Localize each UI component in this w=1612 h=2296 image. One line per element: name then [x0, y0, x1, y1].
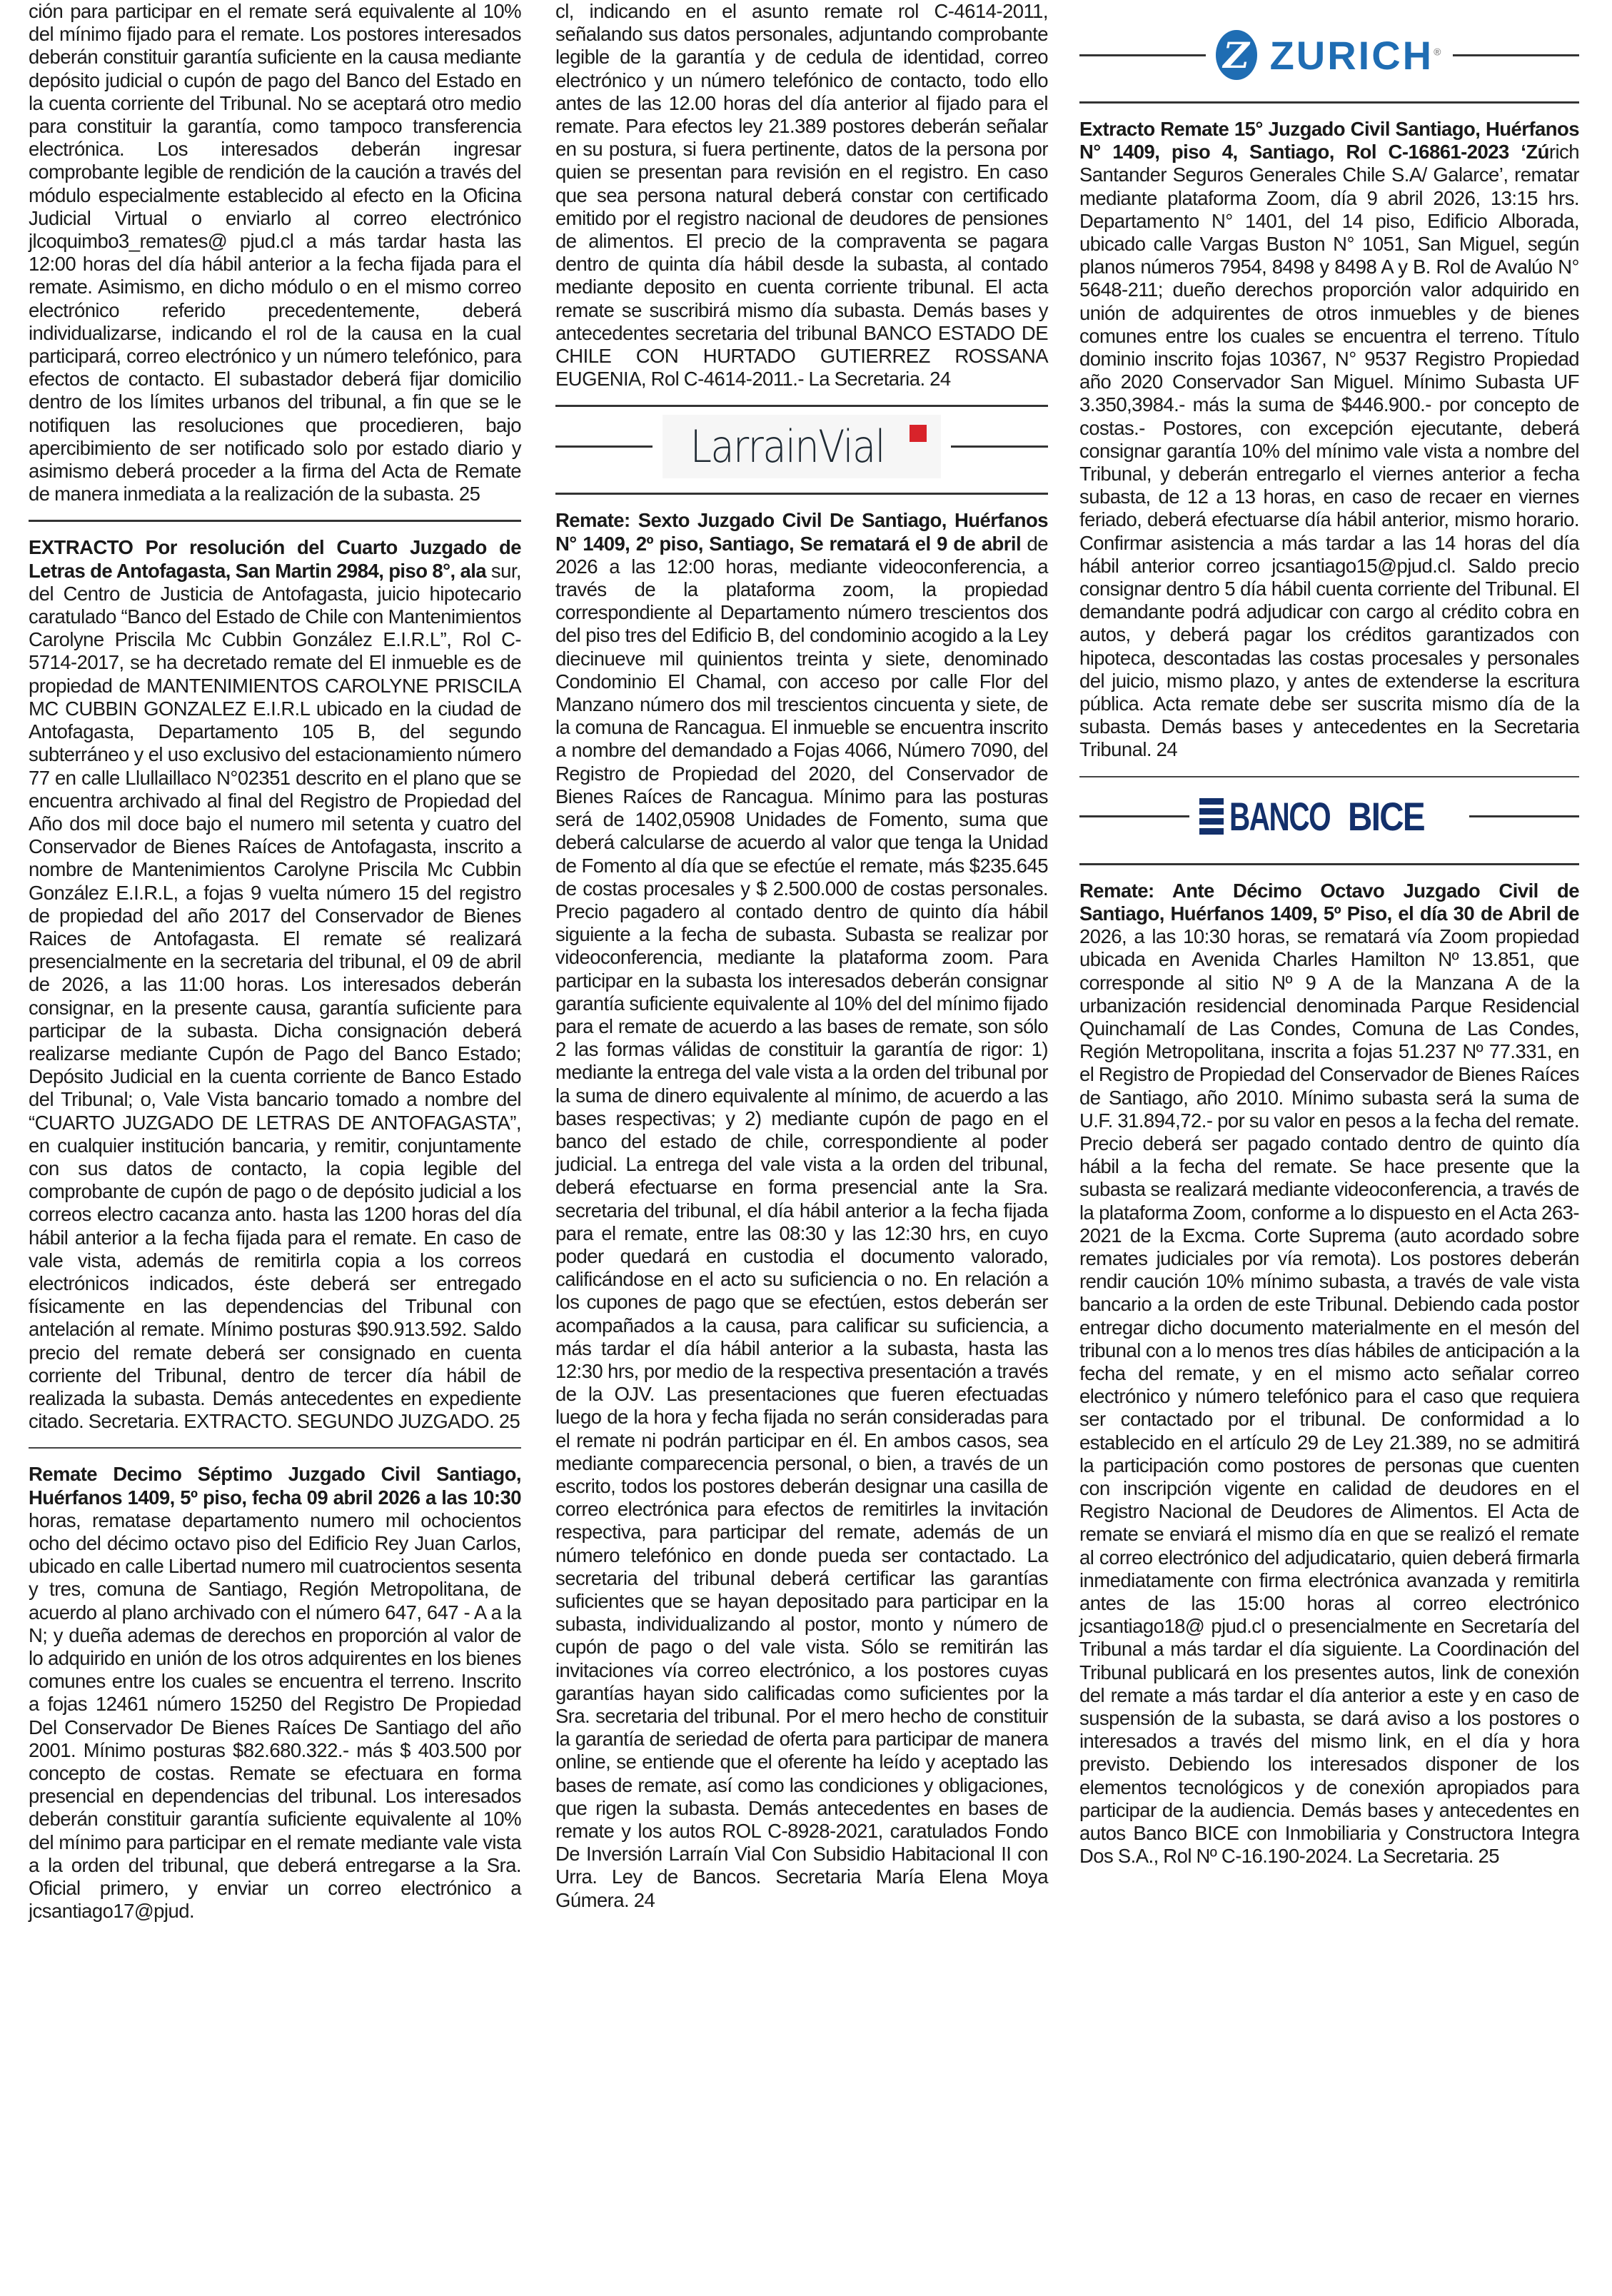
column-3 [1079, 0, 1579, 2296]
divider [1079, 54, 1206, 56]
bice-bars-icon [1199, 798, 1224, 835]
notice-continuation [555, 0, 1048, 391]
column-2 [555, 0, 1048, 2296]
registered-mark: ® [1434, 45, 1444, 57]
zurich-logo-row [1079, 16, 1579, 94]
notice-lead: EXTRACTO Por resolución del Cuarto Juzgado de Letras de Antofagasta, San Martin 2984, piso 8°, ala [29, 536, 521, 582]
divider [1079, 863, 1579, 865]
divider [1079, 101, 1579, 104]
divider [29, 520, 521, 522]
notice-body: ción para participar en el remate será equivalente al 10% del mínimo fijado para el remate. Los postores interesados deberán constituir garantía suficiente en la causa mediante depósito judicial o cupón de pago del Banco del Estado en la cuenta corriente del Tribunal. No se aceptará otro medio para constituir la garantía, como tampoco transferencia electrónica. Los interesados deberán ingresar comprobante legible de rendición de la caución a través del módulo especialmente establecido al efecto en la Oficina Judicial Virtual o enviarlo al correo electrónico jlcoquimbo3_remates@ pjud.cl a más tardar hasta las 12:00 horas del día hábil anterior a la fecha fijada para el remate. Asimismo, en dicho módulo o en el mismo correo electrónico referido precedentemente, deberá individualizarse, indicando el rol de la causa en la cual participará, correo electrónico y un número telefónico, para efectos de contacto. El subastador deberá fijar domicilio dentro de los límites urbanos del tribunal, a fin que se le notifiquen las resoluciones que procedieren, bajo apercibimiento de ser notificado solo por estado diario y asimismo deberá proceder a la firma del Acta de Remate de manera inmediata a la realización de la subasta. 25 [29, 0, 521, 505]
notice-body: rich Santander Seguros Generales Chile S.A/ Galarce’, rematar mediante plataforma Zoom, día 9 abril 2026, 13:15 hrs. Departamento N° 1401, del 14 piso, Edificio Alborada, ubicado calle Vargas Buston N° 1051, San Miguel, según planos números 7954, 8498 y 8498 A y B. Rol de Avalúo N° 5648-211; dueño derechos proporción valor adquirido en unión de adquirentes de otros inmuebles y de bienes comunes entre los cuales se encuentra el terreno. Título dominio inscrito fojas 10367, N° 9537 Registro Propiedad año 2020 Conservador San Miguel. Mínimo Subasta UF 3.350,3984.- más la suma de $446.900.- por concepto de costas.- Postores, con excepción ejecutante, deberá consignar garantía 10% del mínimo vale vista a nombre del Tribunal, y deberán entregarlo el viernes anterior a fecha subasta, de 12 a 13 horas, en caso de recaer en viernes feriado, deberá efectuarse día hábil anterior, mismo horario. Confirmar asistencia a más tardar a las 14 horas del día hábil anterior correo jcsantiago15@pjud.cl. Saldo precio consignar dentro 5 día hábil cuenta corriente del Tribunal. El demandante podrá adjudicar con cargo al crédito cobra en autos, y deberá pagar los créditos garantizados con hipoteca, descontadas las costas procesales y personales del juicio, mismo plazo, y antes de extenderse la escritura pública. Acta remate debe ser suscrita mismo día de la subasta. Demás bases y antecedentes en la Secretaria Tribunal. 24 [1079, 141, 1579, 761]
notice-body: cl, indicando en el asunto remate rol C-4614-2011, señalando sus datos personales, adjuntando comprobante legible de la garantía y de cedula de identidad, correo electrónico y un número telefónico de contacto, todo ello antes de las 12.00 horas del día anterior al fijado para el remate. Para efectos ley 21.389 postores deberán señalar en su postura, si fuera pertinente, datos de la persona por quien se presentan para revisión en el registro. En caso que sea persona natural deberá constar con certificado emitido por el registro nacional de deudores de pensiones de alimentos. El precio de la compraventa se pagara dentro de quinta día hábil desde la subasta, al contado mediante deposito en cuenta corriente tribunal. El acta remate se suscribirá mismo día subasta. Demás bases y antecedentes secretaria del tribunal BANCO ESTADO DE CHILE CON HURTADO GUTIERREZ ROSSANA EUGENIA, Rol C-4614-2011.- La Secretaria. 24 [555, 0, 1048, 391]
notice-antofagasta [29, 536, 521, 1433]
larrainvial-logo [663, 415, 941, 478]
zurich-logo [1216, 30, 1444, 80]
notice-continuation [29, 0, 521, 505]
notice-juzgado-6 [555, 509, 1048, 1911]
bancobice-logo-row [1079, 777, 1579, 856]
logo-text-banco: BANCO [1229, 794, 1331, 840]
logo-text-bice: BICE [1348, 794, 1425, 840]
notice-lead: Remate: Sexto Juzgado Civil De Santiago, Huérfanos N° 1409, 2º piso, Santiago, Se rematará el 9 de abril [555, 509, 1048, 555]
notice-juzgado-17 [29, 1463, 521, 1923]
divider [951, 445, 1048, 448]
logo-text: LarrainVial [690, 420, 885, 473]
divider [555, 493, 1048, 495]
divider [555, 445, 653, 448]
notice-body: sur, del Centro de Justicia de Antofagasta, juicio hipotecario caratulado “Banco del Estado de Chile con Mantenimientos Carolyne Priscila Mc Cubbin González E.I.R.L”, Rol C-5714-2017, se ha decretado remate del El inmueble es de propiedad de MANTENIMIENTOS CAROLYNE PRISCILA MC CUBBIN GONZALEZ E.I.R.L ubicado en la ciudad de Antofagasta, Departamento 105 B, del segundo subterráneo y el uso exclusivo del estacionamiento número 77 en calle Llullaillaco N°02351 descrito en el plano que se encuentra archivado al final del Registro de Propiedad del Año dos mil doce bajo el numero mil setenta y cuatro del Conservador de Bienes Raíces de Antofagasta, inscrito a nombre de Mantenimientos Carolyne Priscila Mc Cubbin González E.I.R.L, a fojas 9 vuelta número 15 del registro de propiedad del año 2017 del Conservador de Bienes Raices de Antofagasta. El remate sé realizará presencialmente en la secretaria del tribunal, el 09 de abril de 2026, a las 11:00 horas. Los interesados deberán consignar, en la presente causa, garantía suficiente para participar de la subasta. Dicha consignación deberá realizarse mediante Cupón de Pago del Banco Estado; Depósito Judicial en la cuenta corriente de Banco Estado del Tribunal; o, Vale Vista bancario tomado a nombre del “CUARTO JUZGADO DE LETRAS DE ANTOFAGASTA”, en cualquier institución bancaria, y remitir, conjuntamente con sus datos de contacto, la copia legible del comprobante de cupón de pago o de depósito judicial a los correos electro cacanza anto. hasta las 1200 horas del día hábil anterior a la fecha fijada para el remate. En caso de vale vista, además de remitirla copia a los correos electrónicos indicados, éste deberá ser entregado físicamente en las dependencias del Tribunal con antelación al remate. Mínimo posturas $90.913.592. Saldo precio del remate deberá ser consignado en cuenta corriente del Tribunal, dentro de tercer día hábil de realizada la subasta. Demás antecedentes en expediente citado. Secretaria. EXTRACTO. SEGUNDO JUZGADO. 25 [29, 559, 522, 1433]
zurich-z-icon: Z [1216, 30, 1257, 80]
divider [1453, 54, 1579, 56]
larrainvial-logo-row [555, 407, 1048, 485]
column-1 [29, 0, 521, 2296]
divider [1469, 815, 1579, 817]
logo-text: ZURICH [1269, 32, 1434, 78]
notice-juzgado-18 [1079, 880, 1579, 1868]
notice-juzgado-15 [1079, 118, 1579, 762]
notice-body: horas, rematase departamento numero mil ochocientos ocho del décimo octavo piso del Edificio Rey Juan Carlos, ubicado en calle Libertad numero mil cuatrocientos sesenta y tres, comuna de Santiago, Región Metropolitana, de acuerdo al plano archivado con el número 647, 647 - A a la N; y dueña ademas de derechos en proporción al valor de lo adquirido en unión de los otros adquirentes en los bienes comunes entre los cuales se encuentra el terreno. Inscrito a fojas 12461 número 15250 del Registro De Propiedad Del Conservador De Bienes Raíces De Santiago del año 2001. Mínimo posturas $82.680.322.- más $ 403.500 por concepto de costas. Remate se efectuara en forma presencial en dependencias del tribunal. Los interesados deberán constituir garantía suficiente equivalente al 10% del mínimo para participar en el remate mediante vale vista a la orden del tribunal, que deberá entregarse a la Sra. Oficial primero, y enviar un correo electrónico a jcsantiago17@pjud. [29, 1509, 521, 1923]
bancobice-logo [1199, 793, 1459, 840]
notice-body: de 2026 a las 12:00 horas, mediante videoconferencia, a través de la plataforma zoom, la propiedad correspondiente al Departamento número trescientos dos del piso tres del Edificio B, del condominio acogido a la Ley diecinueve mil quinientos treinta y siete, denominado Condominio El Chamal, con acceso por calle Flor del Manzano número dos mil trescientos cincuenta y siete, de la comuna de Rancagua. El inmueble se encuentra inscrito a nombre del demandado a Fojas 4066, Número 7090, del Registro de Propiedad del 2020, del Conservador de Bienes Raíces de Rancagua. Mínimo para las posturas será de 1402,05908 Unidades de Fomento, suma que deberá calcularse de acuerdo al valor que tenga la Unidad de Fomento al día que se efectúe el remate, más $235.645 de costas procesales y $ 2.500.000 de costas personales. Precio pagadero al contado dentro de quinto día hábil siguiente a la fecha de subasta. Subasta se realizar por videoconferencia, mediante la plataforma zoom. Para participar en la subasta los interesados deberán consignar garantía suficiente equivalente al 10% del del mínimo fijado para el remate de acuerdo a las bases de remate, son sólo 2 las formas válidas de constituir la garantía de rigor: 1) mediante la entrega del vale vista a la orden del tribunal por la suma de dinero equivalente al mínimo, de acuerdo a las bases respectivas; y 2) mediante cupón de pago en el banco del estado de chile, correspondiente al poder judicial. La entrega del vale vista a la orden del tribunal, deberá efectuarse en forma presencial ante la Sra. secretaria del tribunal, el día hábil anterior a la fecha fijada para el remate, entre las 08:30 y las 12:30 hrs, en cuyo poder quedará en custodia el documento valorado, calificándose en el acto su suficiencia o no. En relación a los cupones de pago que se efectúen, estos deberán ser acompañados a la causa, para calificar su suficiencia, a más tardar el día hábil anterior a la subasta, hasta las 12:30 hrs, por medio de la respectiva presentación a través de la OJV. Las presentaciones que fueren efectuadas luego de la hora y fecha fijada no serán consideradas para el remate ni podrán participar en él. En ambos casos, sea mediante comparecencia personal, o bien, a través de un escrito, todos los postores deberán designar una casilla de correo electrónica para efectos de remitirles la invitación respectiva, para participar del remate, además de un número telefónico en donde pueda ser contactado. La secretaria del tribunal deberá certificar las garantías suficientes que se hayan depositado para participar en la subasta, individualizando al postor, monto y número de cupón de pago o del vale vista. Sólo se remitirán las invitaciones vía correo electrónico, a los postores cuyas garantías hayan sido calificadas como suficientes por la Sra. secretaria del tribunal. Por el mero hecho de constituir la garantía de seriedad de oferta para participar de manera online, se entiende que el oferente ha leído y aceptado las bases de remate, así como las condiciones y obligaciones, que rigen la subasta. Demás antecedentes en bases de remate y los autos ROL C-8928-2021, caratulados Fondo De Inversión Larraín Vial Con Subsidio Habitacional II con Urra. Ley de Bancos. Secretaria María Elena Moya Gúmera. 24 [555, 532, 1048, 1911]
divider [1079, 815, 1189, 817]
divider [29, 1447, 521, 1449]
red-square-icon [910, 425, 927, 442]
notice-lead: Remate: Ante Décimo Octavo Juzgado Civil de Santiago, Huérfanos 1409, 5º Piso, el día 30 de Abril de [1079, 879, 1579, 925]
notice-body: 2026, a las 10:30 horas, se rematará vía Zoom propiedad ubicada en Avenida Charles Hamilton Nº 13.851, que corresponde al sitio Nº 9 A de la Manzana A de la urbanización residencial denominada Parque Residencial Quinchamalí de Las Condes, Comuna de Las Condes, Región Metropolitana, inscrita a fojas 51.237 Nº 77.331, en el Registro de Propiedad del Conservador de Bienes Raíces de Santiago, año 2010. Mínimo subasta será la suma de U.F. 31.894,72.- por su valor en pesos a la fecha del remate. Precio deberá ser pagado contado dentro de quinto día hábil a la fecha del remate. Se hace presente que la subasta se realizará mediante videoconferencia, a través de la plataforma Zoom, conforme a lo dispuesto en el Acta 263-2021 de la Excma. Corte Suprema (auto acordado sobre remates judiciales por vía remota). Los postores deberán rendir caución 10% mínimo subasta, a través de vale vista bancario a la orden de este Tribunal. Debiendo cada postor entregar dicho documento materialmente en el mesón del tribunal con a lo menos tres días hábiles de anticipación a la fecha del remate, y en el mismo acto señalar correo electrónico y número telefónico para el caso que requiera ser contactado por el tribunal. De conformidad a lo establecido en el artículo 29 de Ley 21.389, no se admitirá la participación como postores de personas que cuenten con inscripción vigente en calidad de deudores en el Registro Nacional de Deudores de Alimentos. El Acta de remate se enviará el mismo día en que se realizó el remate al correo electrónico del adjudicatario, quien deberá firmarla inmediatamente con firma electrónica avanzada y remitirla antes de las 15:00 horas al correo electrónico jcsantiago18@ pjud.cl o presencialmente en Secretaría del Tribunal a más tardar el día siguiente. La Coordinación del Tribunal publicará en los presentes autos, link de conexión del remate a más tardar el día anterior a este y en caso de suspensión de la subasta, se dará aviso a los postores o interesados a través del mismo link, en el día y hora previsto. Debiendo los interesados disponer de los elementos tecnológicos y de conexión apropiados para participar de la audiencia. Demás bases y antecedentes en autos Banco BICE con Inmobiliaria y Constructora Integra Dos S.A., Rol Nº C-16.190-2024. La Secretaria. 25 [1079, 925, 1579, 1868]
notice-lead: Extracto Remate 15° Juzgado Civil Santiago, Huérfanos N° 1409, piso 4, Santiago, Rol C-16861-2023 ‘Zú [1079, 118, 1579, 163]
notice-lead: Remate Decimo Séptimo Juzgado Civil Santiago, Huérfanos 1409, 5º piso, fecha 09 abril 2026 a las 10:30 [29, 1463, 521, 1509]
